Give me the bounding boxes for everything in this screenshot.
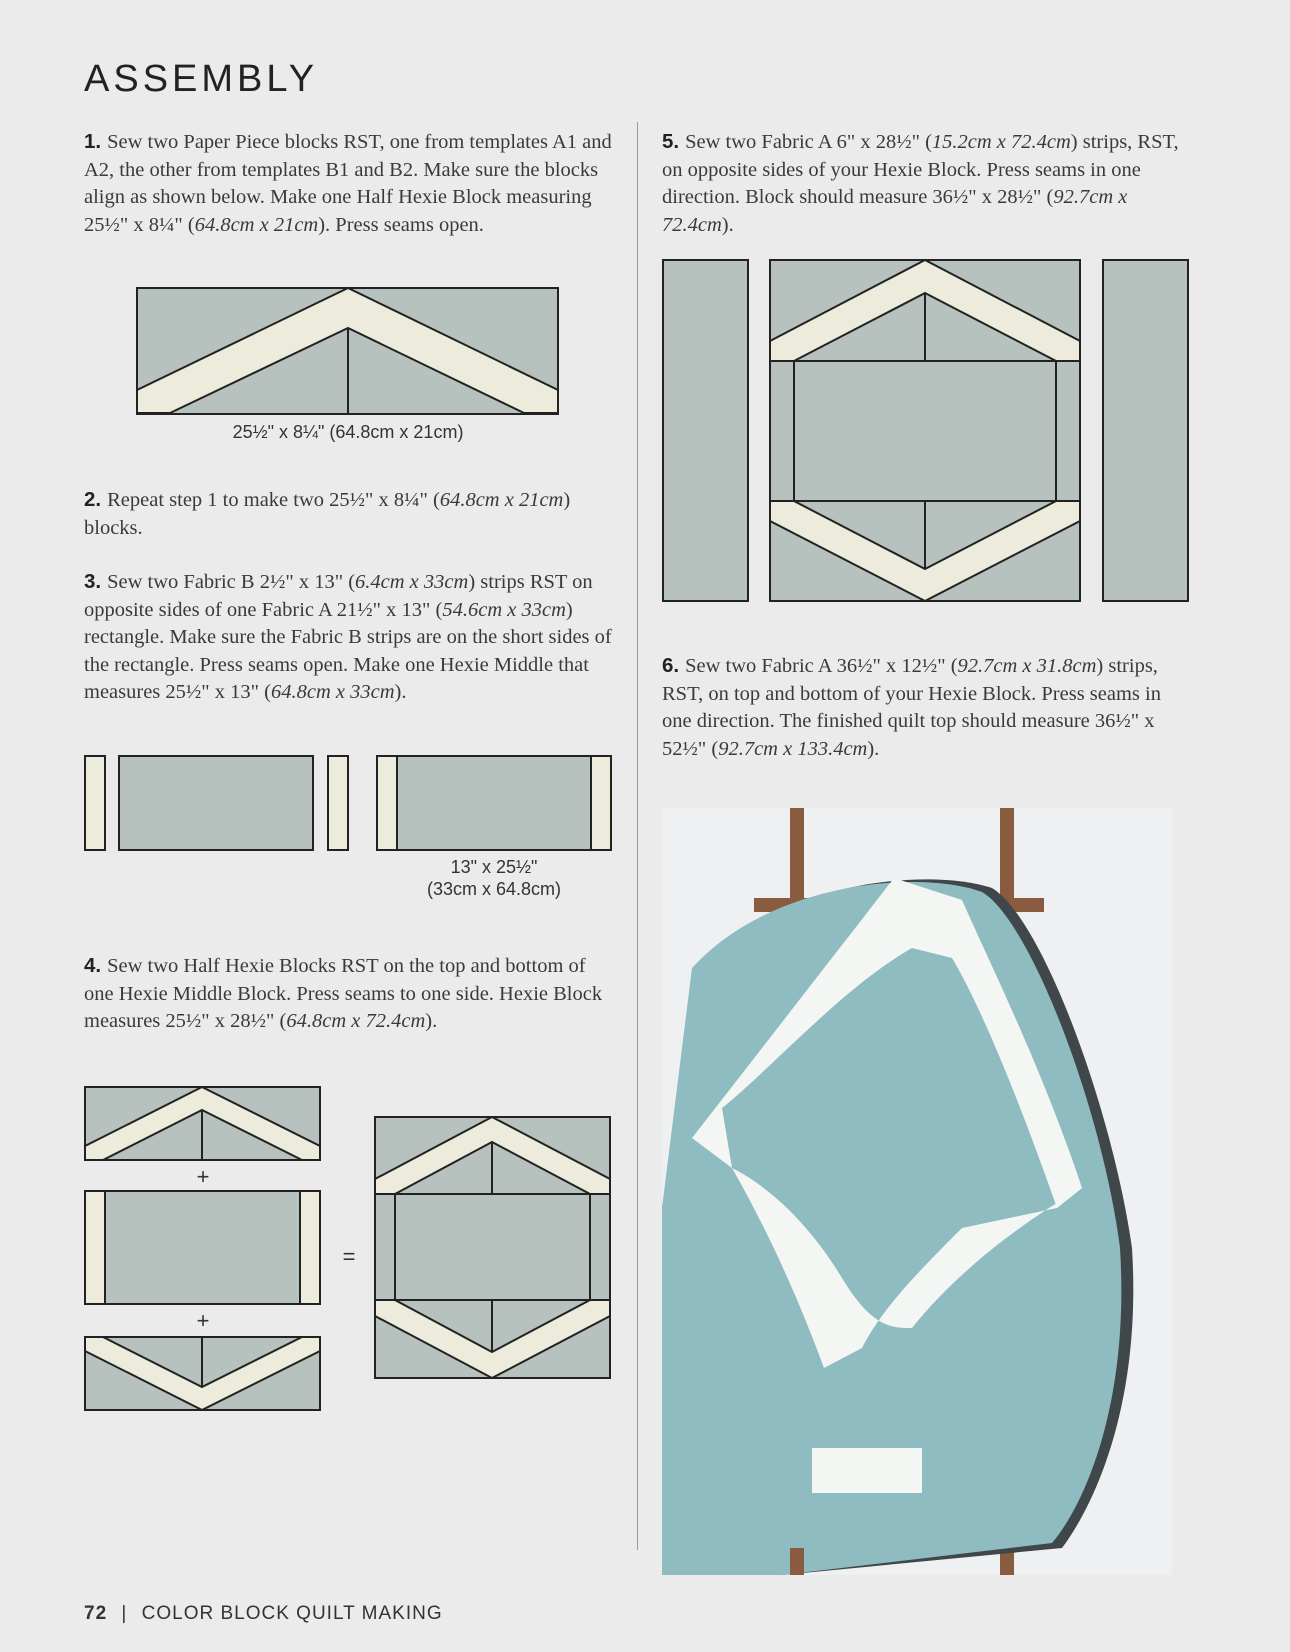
- caption-line: 13" x 25½": [450, 857, 538, 877]
- step-text: ).: [425, 1010, 438, 1032]
- step-text: ) strips RST on opposite sides of one Fabric A 21½" x 13" (: [84, 571, 593, 621]
- fabric-a-side-strip: [663, 260, 748, 601]
- book-title: COLOR BLOCK QUILT MAKING: [141, 1603, 443, 1624]
- quilt-white-band: [812, 1448, 922, 1493]
- column-divider: [637, 122, 638, 1550]
- center-rectangle: [395, 1194, 590, 1300]
- step-metric: 15.2cm x 72.4cm: [931, 131, 1071, 153]
- step-5: [662, 128, 1182, 239]
- fabric-a-rectangle: [119, 756, 313, 850]
- step-text: ) rectangle. Make sure the Fabric B strips are on the short sides of the rectangle. Press seams open. Make one Hexie Middle that measures 25½" x 13" (: [84, 598, 612, 703]
- assembly-top-half: [84, 1086, 322, 1162]
- assembly-bottom-half: [84, 1336, 322, 1412]
- step-text: ). Press seams open.: [318, 213, 484, 236]
- step-number: 3.: [84, 570, 102, 593]
- step-text: Sew two Fabric A 36½" x 12½" (: [685, 655, 958, 677]
- ladder-rail: [790, 1548, 804, 1575]
- step-number: 5.: [662, 130, 680, 153]
- center-rectangle: [794, 361, 1056, 501]
- fabric-a-rectangle: [105, 1191, 300, 1304]
- step-metric: 92.7cm x 31.8cm: [957, 655, 1097, 677]
- step-text: ) strips, RST, on top and bottom of your Hexie Block. Press seams in one direction. The finished quilt top should measure 36½" x 52½" (: [662, 655, 1161, 760]
- step-metric: 64.8cm x 21cm: [194, 213, 319, 236]
- step-number: 1.: [84, 130, 102, 153]
- step-4: [84, 952, 614, 1036]
- step-text: Sew two Half Hexie Blocks RST on the top and bottom of one Hexie Middle Block. Press seams to one side. Hexie Block measures 25½" x 28½" (: [84, 955, 603, 1032]
- step-metric: 6.4cm x 33cm: [355, 571, 469, 593]
- fabric-b-strip: [85, 756, 105, 850]
- step-text: ).: [721, 213, 734, 236]
- step-text: Sew two Fabric A 6" x 28½" (: [685, 131, 932, 153]
- step-text: ) blocks.: [84, 489, 571, 539]
- page-number: 72: [84, 1603, 108, 1624]
- step-metric: 64.8cm x 21cm: [439, 489, 564, 511]
- step-text: Sew two Fabric B 2½" x 13" (: [107, 571, 356, 593]
- fabric-b-strip: [328, 756, 348, 850]
- plus-sign: +: [196, 1164, 210, 1189]
- step-text: Sew two Paper Piece blocks RST, one from templates A1 and A2, the other from templates B1 and B2. Make sure the blocks align as shown below. Make one Half Hexie Block measuring 25½" x 8¼" (: [84, 131, 612, 236]
- equals-sign: =: [342, 1244, 356, 1269]
- step-text: ) strips, RST, on opposite sides of your Hexie Block. Press seams in one direction. Block should measure 36½" x 28½" (: [662, 131, 1179, 208]
- step-number: 6.: [662, 654, 680, 677]
- step-metric: 64.8cm x 33cm: [270, 681, 395, 703]
- step-6: [662, 652, 1182, 763]
- step-number: 4.: [84, 954, 102, 977]
- caption-line: (33cm x 64.8cm): [426, 879, 562, 899]
- footer-separator: |: [121, 1603, 128, 1624]
- step-metric: 54.6cm x 33cm: [442, 598, 566, 621]
- step-text: ).: [867, 737, 880, 760]
- step-text: ).: [394, 681, 407, 703]
- step-metric: 92.7cm x 72.4cm: [662, 186, 1128, 236]
- step-metric: 64.8cm x 72.4cm: [286, 1010, 426, 1032]
- hexie-middle-diagram: [84, 755, 612, 851]
- half-hexie-diagram: [136, 287, 560, 415]
- step-1: [84, 128, 614, 239]
- assembly-middle: [84, 1190, 322, 1306]
- hexie-middle-center: [397, 756, 591, 850]
- fabric-a-side-strip: [1103, 260, 1188, 601]
- step-2: [84, 486, 614, 542]
- page-footer: [84, 1603, 443, 1625]
- step-metric: 92.7cm x 133.4cm: [718, 737, 868, 760]
- hexie-with-strips-diagram: [662, 259, 1190, 603]
- step-number: 2.: [84, 488, 102, 511]
- finished-quilt-photo: [662, 808, 1172, 1575]
- half-hexie-caption: 25½" x 8¼" (64.8cm x 21cm): [232, 422, 464, 442]
- hexie-middle-caption: [400, 856, 588, 900]
- step-3: [84, 568, 614, 707]
- hexie-block-result: [374, 1116, 612, 1380]
- page-title: ASSEMBLY: [84, 58, 319, 100]
- step-text: Repeat step 1 to make two 25½" x 8¼" (: [107, 489, 440, 511]
- plus-sign: +: [196, 1308, 210, 1333]
